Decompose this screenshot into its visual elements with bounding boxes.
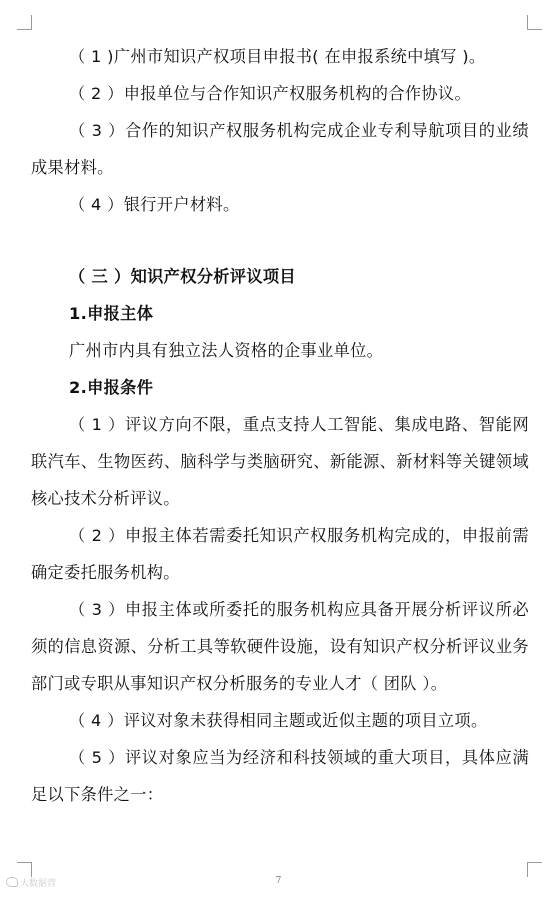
crop-mark-top-left — [17, 15, 32, 30]
paragraph-item-4: （ 4 ）银行开户材料。 — [69, 195, 240, 214]
condition-item-4: （ 4 ）评议对象未获得相同主题或近似主题的项目立项。 — [69, 711, 488, 730]
subheading-applicant: 1.申报主体 — [69, 304, 154, 323]
condition-item-5: （ 5 ）评议对象应当为经济和科技领域的重大项目，具体应满足以下条件之一： — [31, 748, 529, 804]
condition-item-3: （ 3 ）申报主体或所委托的服务机构应具备开展分析评议所必须的信息资源、分析工具等软硬件设施，设有知识产权分析评议业务部门或专职从事知识产权分析服务的专业人才（ 团队 ）。 — [31, 600, 529, 693]
paragraph-item-1: （ 1 )广州市知识产权项目申报书( 在申报系统中填写 )。 — [69, 47, 486, 66]
section-heading: （ 三 ）知识产权分析评议项目 — [69, 267, 296, 286]
page-number: 7 — [275, 876, 282, 886]
applicant-text: 广州市内具有独立法人资格的企事业单位。 — [69, 341, 384, 360]
condition-item-1: （ 1 ）评议方向不限，重点支持人工智能、集成电路、智能网联汽车、生物医药、脑科学与类脑研究、新能源、新材料等关键领域核心技术分析评议。 — [31, 415, 529, 508]
watermark-text: 大数据营 — [20, 879, 57, 889]
document-body — [31, 38, 529, 813]
crop-mark-bottom-right — [527, 862, 542, 877]
subheading-conditions: 2.申报条件 — [69, 378, 154, 397]
blank-line — [31, 223, 529, 258]
crop-mark-bottom-left — [17, 862, 32, 877]
paragraph-item-2: （ 2 ）申报单位与合作知识产权服务机构的合作协议。 — [69, 84, 472, 103]
condition-item-2: （ 2 ）申报主体若需委托知识产权服务机构完成的，申报前需确定委托服务机构。 — [31, 526, 529, 582]
paragraph-item-3: （ 3 ）合作的知识产权服务机构完成企业专利导航项目的业绩成果材料。 — [31, 121, 529, 177]
crop-mark-top-right — [527, 15, 542, 30]
